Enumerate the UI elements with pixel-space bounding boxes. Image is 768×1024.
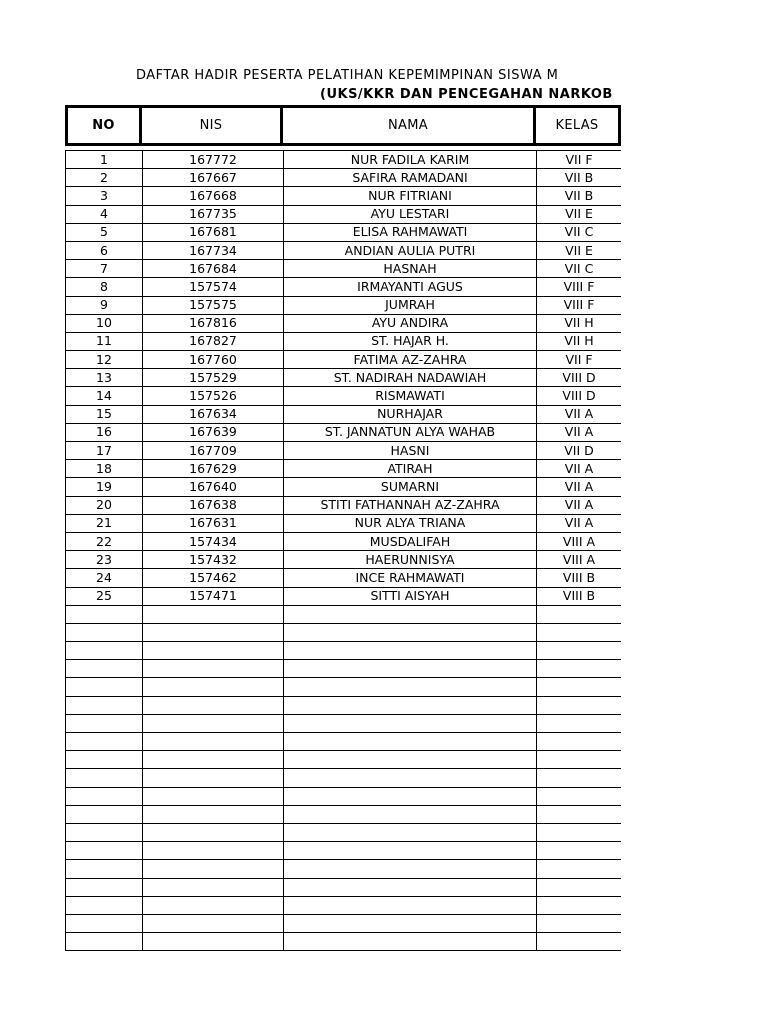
cell-nis[interactable] (143, 896, 284, 914)
cell-nis[interactable] (143, 823, 284, 841)
cell-nama[interactable] (284, 751, 537, 769)
cell-kelas[interactable]: VII A (537, 478, 622, 496)
cell-no[interactable]: 5 (66, 223, 143, 241)
cell-kelas[interactable]: VII D (537, 442, 622, 460)
cell-kelas[interactable] (537, 933, 622, 951)
cell-nama[interactable] (284, 860, 537, 878)
cell-kelas[interactable] (537, 623, 622, 641)
table-row (66, 714, 622, 732)
cell-kelas[interactable]: VII F (537, 151, 622, 169)
table-row (66, 260, 622, 278)
cell-kelas[interactable] (537, 660, 622, 678)
cell-no[interactable] (66, 933, 143, 951)
cell-kelas[interactable]: VII A (537, 423, 622, 441)
cell-no[interactable]: 12 (66, 351, 143, 369)
cell-nis[interactable]: 167667 (143, 169, 284, 187)
cell-nama[interactable]: JUMRAH (284, 296, 537, 314)
cell-nis[interactable]: 167827 (143, 332, 284, 350)
cell-nis[interactable] (143, 842, 284, 860)
cell-nis[interactable]: 157471 (143, 587, 284, 605)
cell-no[interactable]: 7 (66, 260, 143, 278)
document-title (65, 64, 621, 108)
cell-kelas[interactable] (537, 914, 622, 932)
cell-kelas[interactable] (537, 805, 622, 823)
cell-no[interactable] (66, 714, 143, 732)
cell-kelas[interactable] (537, 769, 622, 787)
cell-nama[interactable] (284, 823, 537, 841)
table-row (66, 351, 622, 369)
cell-nis[interactable] (143, 878, 284, 896)
cell-nama[interactable]: AYU ANDIRA (284, 314, 537, 332)
table-row (66, 660, 622, 678)
cell-nis[interactable] (143, 678, 284, 696)
cell-kelas[interactable]: VIII F (537, 296, 622, 314)
cell-no[interactable]: 16 (66, 423, 143, 441)
cell-nis[interactable] (143, 805, 284, 823)
cell-no[interactable] (66, 878, 143, 896)
cell-no[interactable] (66, 623, 143, 641)
cell-no[interactable]: 2 (66, 169, 143, 187)
cell-kelas[interactable]: VII B (537, 187, 622, 205)
cell-nis[interactable] (143, 623, 284, 641)
cell-kelas[interactable]: VII A (537, 460, 622, 478)
table-row (66, 460, 622, 478)
cell-nama[interactable]: FATIMA AZ-ZAHRA (284, 351, 537, 369)
table-row (66, 605, 622, 623)
cell-nama[interactable] (284, 842, 537, 860)
cell-nis[interactable] (143, 714, 284, 732)
table-row (66, 805, 622, 823)
cell-kelas[interactable]: VII C (537, 223, 622, 241)
table-row (66, 314, 622, 332)
cell-no[interactable] (66, 842, 143, 860)
cell-nama[interactable]: ATIRAH (284, 460, 537, 478)
table-row (66, 387, 622, 405)
cell-nama[interactable] (284, 733, 537, 751)
cell-no[interactable] (66, 696, 143, 714)
cell-nis[interactable]: 167638 (143, 496, 284, 514)
cell-no[interactable] (66, 605, 143, 623)
cell-nama[interactable]: NUR FADILA KARIM (284, 151, 537, 169)
cell-nama[interactable] (284, 696, 537, 714)
cell-kelas[interactable]: VII A (537, 514, 622, 532)
cell-nama[interactable] (284, 933, 537, 951)
table-row (66, 733, 622, 751)
cell-no[interactable] (66, 678, 143, 696)
cell-kelas[interactable]: VII A (537, 496, 622, 514)
cell-nama[interactable]: NUR ALYA TRIANA (284, 514, 537, 532)
cell-kelas[interactable]: VIII A (537, 551, 622, 569)
cell-nis[interactable]: 157434 (143, 532, 284, 550)
cell-kelas[interactable]: VIII A (537, 532, 622, 550)
cell-nama[interactable]: ELISA RAHMAWATI (284, 223, 537, 241)
cell-nama[interactable] (284, 623, 537, 641)
cell-nama[interactable] (284, 787, 537, 805)
cell-nama[interactable]: HASNI (284, 442, 537, 460)
table-row (66, 405, 622, 423)
table-row (66, 332, 622, 350)
table-row (66, 623, 622, 641)
cell-no[interactable] (66, 896, 143, 914)
table-row (66, 442, 622, 460)
cell-kelas[interactable] (537, 823, 622, 841)
cell-nama[interactable]: HAERUNNISYA (284, 551, 537, 569)
cell-no[interactable] (66, 787, 143, 805)
cell-nama[interactable] (284, 605, 537, 623)
table-rows (66, 151, 622, 951)
cell-no[interactable]: 22 (66, 532, 143, 550)
cell-nis[interactable]: 157526 (143, 387, 284, 405)
header-no[interactable]: NO (65, 105, 142, 146)
header-nis[interactable]: NIS (142, 105, 283, 146)
cell-kelas[interactable]: VIII B (537, 587, 622, 605)
cell-no[interactable]: 17 (66, 442, 143, 460)
cell-nama[interactable] (284, 805, 537, 823)
cell-nis[interactable]: 157575 (143, 296, 284, 314)
cell-nis[interactable]: 167640 (143, 478, 284, 496)
cell-nama[interactable]: STITI FATHANNAH AZ-ZAHRA (284, 496, 537, 514)
cell-no[interactable]: 13 (66, 369, 143, 387)
table-row (66, 569, 622, 587)
cell-kelas[interactable]: VII B (537, 169, 622, 187)
cell-no[interactable]: 24 (66, 569, 143, 587)
table-row (66, 151, 622, 169)
cell-no[interactable] (66, 823, 143, 841)
table-row (66, 551, 622, 569)
cell-no[interactable]: 4 (66, 205, 143, 223)
cell-nis[interactable]: 157529 (143, 369, 284, 387)
table-row (66, 296, 622, 314)
cell-nama[interactable] (284, 769, 537, 787)
cell-no[interactable] (66, 860, 143, 878)
cell-nama[interactable]: SAFIRA RAMADANI (284, 169, 537, 187)
table-row (66, 751, 622, 769)
table-header-row (65, 105, 621, 146)
cell-kelas[interactable]: VII C (537, 260, 622, 278)
cell-kelas[interactable] (537, 714, 622, 732)
cell-nama[interactable]: ST. HAJAR H. (284, 332, 537, 350)
cell-nis[interactable] (143, 787, 284, 805)
cell-no[interactable]: 1 (66, 151, 143, 169)
cell-no[interactable]: 18 (66, 460, 143, 478)
cell-nama[interactable]: INCE RAHMAWATI (284, 569, 537, 587)
cell-no[interactable] (66, 805, 143, 823)
cell-nama[interactable] (284, 714, 537, 732)
table-row (66, 241, 622, 259)
cell-no[interactable]: 10 (66, 314, 143, 332)
cell-nama[interactable]: SITTI AISYAH (284, 587, 537, 605)
cell-kelas[interactable] (537, 751, 622, 769)
cell-nama[interactable]: RISMAWATI (284, 387, 537, 405)
table-row (66, 532, 622, 550)
cell-no[interactable]: 25 (66, 587, 143, 605)
cell-no[interactable]: 11 (66, 332, 143, 350)
cell-kelas[interactable] (537, 733, 622, 751)
cell-no[interactable]: 8 (66, 278, 143, 296)
cell-nis[interactable]: 167709 (143, 442, 284, 460)
cell-nis[interactable]: 167631 (143, 514, 284, 532)
cell-nis[interactable]: 157462 (143, 569, 284, 587)
cell-kelas[interactable] (537, 860, 622, 878)
cell-kelas[interactable] (537, 678, 622, 696)
cell-nis[interactable]: 167735 (143, 205, 284, 223)
cell-no[interactable] (66, 660, 143, 678)
table-row (66, 496, 622, 514)
table-row (66, 823, 622, 841)
cell-no[interactable]: 21 (66, 514, 143, 532)
cell-kelas[interactable]: VIII F (537, 278, 622, 296)
cell-kelas[interactable] (537, 878, 622, 896)
cell-nis[interactable] (143, 660, 284, 678)
cell-no[interactable] (66, 733, 143, 751)
cell-nama[interactable]: ST. JANNATUN ALYA WAHAB (284, 423, 537, 441)
table-row (66, 933, 622, 951)
cell-kelas[interactable] (537, 896, 622, 914)
cell-no[interactable]: 15 (66, 405, 143, 423)
cell-kelas[interactable]: VII E (537, 241, 622, 259)
cell-nama[interactable] (284, 660, 537, 678)
cell-kelas[interactable]: VII H (537, 332, 622, 350)
cell-nis[interactable] (143, 751, 284, 769)
attendance-table (65, 105, 621, 951)
cell-nama[interactable]: NURHAJAR (284, 405, 537, 423)
cell-nis[interactable] (143, 696, 284, 714)
cell-kelas[interactable] (537, 696, 622, 714)
cell-kelas[interactable]: VIII D (537, 369, 622, 387)
cell-no[interactable] (66, 642, 143, 660)
cell-nis[interactable] (143, 933, 284, 951)
table-row (66, 205, 622, 223)
cell-nama[interactable] (284, 896, 537, 914)
cell-nama[interactable]: HASNAH (284, 260, 537, 278)
title-line-1: DAFTAR HADIR PESERTA PELATIHAN KEPEMIMPINAN SISWA M (136, 68, 559, 83)
cell-kelas[interactable]: VIII B (537, 569, 622, 587)
cell-nis[interactable] (143, 769, 284, 787)
cell-nis[interactable]: 167772 (143, 151, 284, 169)
cell-nis[interactable] (143, 733, 284, 751)
table-row (66, 914, 622, 932)
table-row (66, 896, 622, 914)
header-nama[interactable]: NAMA (283, 105, 536, 146)
cell-no[interactable]: 6 (66, 241, 143, 259)
cell-nis[interactable]: 157432 (143, 551, 284, 569)
table-row (66, 187, 622, 205)
table-row (66, 842, 622, 860)
cell-kelas[interactable] (537, 642, 622, 660)
header-kelas[interactable]: KELAS (536, 105, 621, 146)
cell-kelas[interactable]: VII A (537, 405, 622, 423)
cell-kelas[interactable] (537, 605, 622, 623)
cell-nama[interactable] (284, 678, 537, 696)
cell-nama[interactable]: ANDIAN AULIA PUTRI (284, 241, 537, 259)
cell-nis[interactable] (143, 914, 284, 932)
cell-no[interactable]: 19 (66, 478, 143, 496)
cell-kelas[interactable]: VII F (537, 351, 622, 369)
table-row (66, 678, 622, 696)
cell-kelas[interactable]: VII H (537, 314, 622, 332)
table-row (66, 787, 622, 805)
table-row (66, 642, 622, 660)
cell-no[interactable]: 3 (66, 187, 143, 205)
cell-nis[interactable]: 167634 (143, 405, 284, 423)
title-line-2: (UKS/KKR DAN PENCEGAHAN NARKOB (320, 87, 613, 102)
table-row (66, 223, 622, 241)
cell-nis[interactable]: 167734 (143, 241, 284, 259)
table-row (66, 769, 622, 787)
cell-no[interactable]: 14 (66, 387, 143, 405)
table-row (66, 278, 622, 296)
cell-nis[interactable]: 167760 (143, 351, 284, 369)
cell-no[interactable] (66, 751, 143, 769)
table-row (66, 514, 622, 532)
cell-kelas[interactable]: VIII D (537, 387, 622, 405)
cell-nis[interactable]: 167668 (143, 187, 284, 205)
cell-nis[interactable] (143, 605, 284, 623)
cell-no[interactable]: 23 (66, 551, 143, 569)
table-row (66, 696, 622, 714)
cell-nama[interactable]: NUR FITRIANI (284, 187, 537, 205)
table-row (66, 878, 622, 896)
table-body (65, 150, 621, 951)
cell-kelas[interactable] (537, 842, 622, 860)
cell-nama[interactable]: SUMARNI (284, 478, 537, 496)
cell-nis[interactable] (143, 642, 284, 660)
cell-nama[interactable]: ST. NADIRAH NADAWIAH (284, 369, 537, 387)
cell-no[interactable]: 9 (66, 296, 143, 314)
cell-nama[interactable]: AYU LESTARI (284, 205, 537, 223)
cell-nama[interactable] (284, 914, 537, 932)
cell-nama[interactable]: IRMAYANTI AGUS (284, 278, 537, 296)
table-row (66, 369, 622, 387)
cell-no[interactable] (66, 914, 143, 932)
cell-nis[interactable]: 157574 (143, 278, 284, 296)
cell-nama[interactable]: MUSDALIFAH (284, 532, 537, 550)
cell-nis[interactable] (143, 860, 284, 878)
cell-nama[interactable] (284, 642, 537, 660)
table-row (66, 169, 622, 187)
table-row (66, 860, 622, 878)
cell-nama[interactable] (284, 878, 537, 896)
cell-nis[interactable]: 167816 (143, 314, 284, 332)
cell-kelas[interactable] (537, 787, 622, 805)
cell-nis[interactable]: 167681 (143, 223, 284, 241)
cell-nis[interactable]: 167639 (143, 423, 284, 441)
cell-no[interactable]: 20 (66, 496, 143, 514)
table-row (66, 423, 622, 441)
table-row (66, 478, 622, 496)
cell-nis[interactable]: 167629 (143, 460, 284, 478)
table-row (66, 587, 622, 605)
cell-no[interactable] (66, 769, 143, 787)
cell-nis[interactable]: 167684 (143, 260, 284, 278)
cell-kelas[interactable]: VII E (537, 205, 622, 223)
